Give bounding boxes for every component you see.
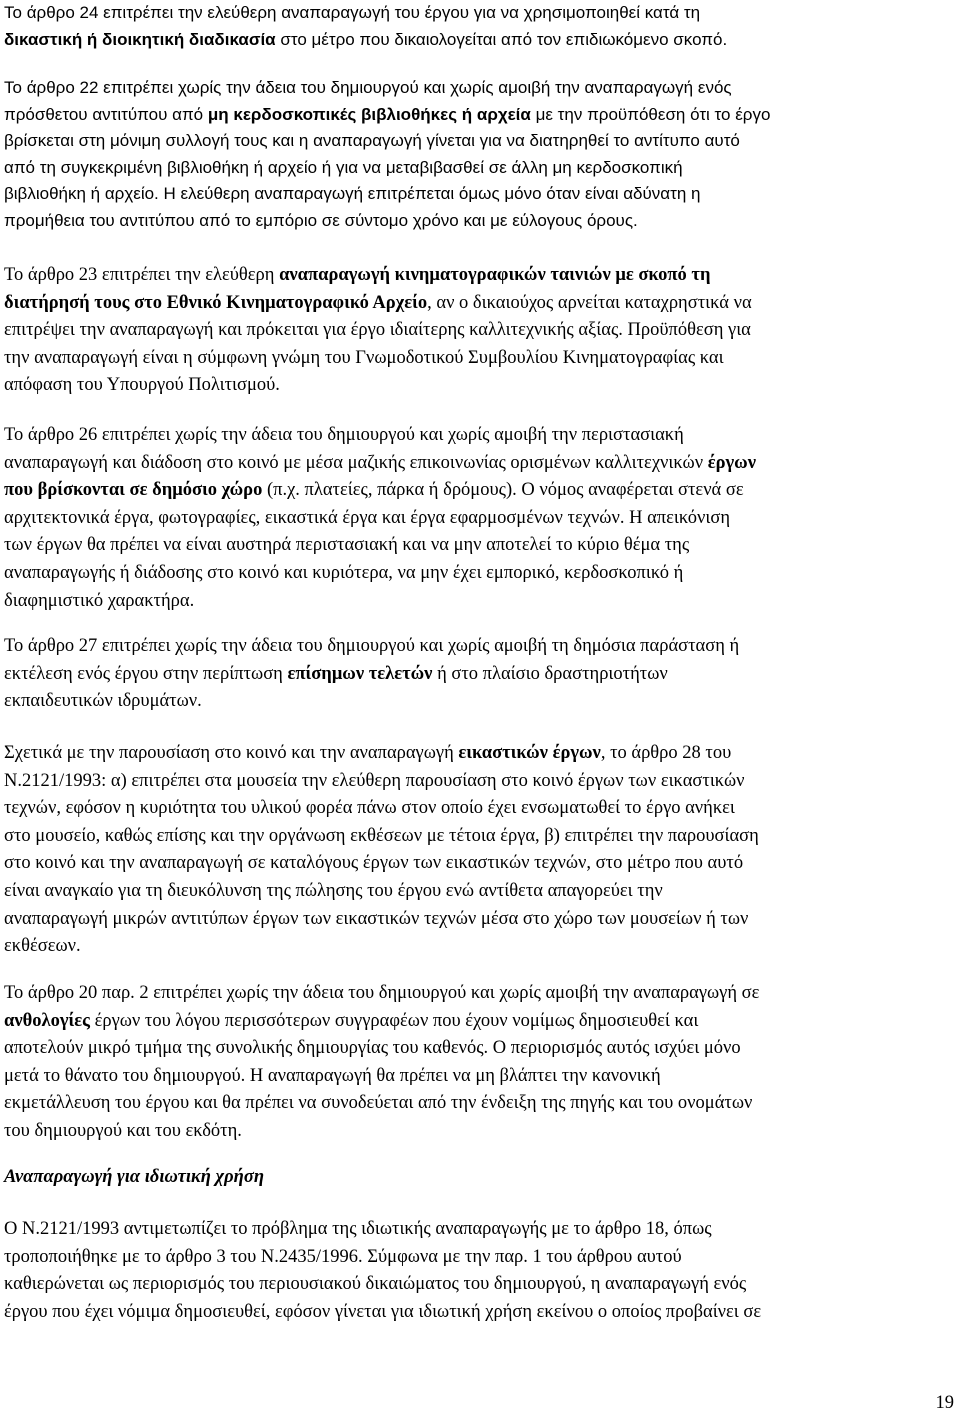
- text-line: [4, 588, 954, 616]
- text-run: (π.χ. πλατείες, πάρκα ή δρόμους). Ο νόμος αναφέρεται στενά σε: [262, 480, 744, 501]
- text-run: Το άρθρο 26 επιτρέπει χωρίς την άδεια του δημιουργού και χωρίς αμοιβή την περιστασιακή: [4, 425, 684, 445]
- text-line: [4, 1271, 954, 1299]
- text-run: Το άρθρο 24 επιτρέπει την ελεύθερη αναπαραγωγή του έργου για να χρησιμοποιηθεί κατά τη: [4, 3, 701, 22]
- text-line: [4, 477, 954, 505]
- text-line: [4, 532, 954, 560]
- text-line: [4, 560, 954, 588]
- text-run: στο μουσείο, καθώς επίσης και την οργάνωση εκθέσεων με τέτοια έργα, β) επιτρέπει την παρουσίαση: [4, 825, 759, 846]
- text-line: [4, 1216, 954, 1244]
- text-run: προμήθεια του αντιτύπου από το εμπόριο σε σύντομο χρόνο και με εύλογους όρους.: [4, 210, 638, 230]
- text-run: από τη συγκεκριμένη βιβλιοθήκη ή αρχείο ή για να μεταβιβασθεί σε άλλη μη κερδοσκοπική: [4, 157, 683, 177]
- text-line: [4, 1118, 954, 1146]
- text-line: [4, 795, 954, 823]
- text-run: αρχιτεκτονικά έργα, φωτογραφίες, εικαστικά έργα και έργα εφαρμοσμένων τεχνών. Η απεικόνιση: [4, 507, 731, 528]
- text-line: [4, 980, 954, 1008]
- bold-text-run: ανθολογίες: [4, 1010, 90, 1031]
- text-run: καθιερώνεται ως περιορισμός του περιουσιακού δικαιώματος του δημιουργού, η αναπαραγωγή ενός: [4, 1274, 747, 1295]
- paragraph-article-23: [4, 262, 954, 400]
- text-line: [4, 345, 954, 373]
- text-line: [4, 661, 954, 689]
- bold-text-run: εικαστικών έργων: [458, 743, 601, 763]
- text-line: [4, 823, 954, 851]
- text-run: είναι αναγκαίο για τη διευκόλυνση της πώλησης του έργου ενώ αντίθετα απαγορεύει την: [4, 880, 663, 901]
- text-line: [4, 768, 954, 796]
- text-line: [4, 1244, 954, 1272]
- text-run: αναπαραγωγή μικρών αντιτύπων έργων των εικαστικών τεχνών μέσα στο χώρο των μουσείων ή των: [4, 908, 749, 929]
- text-line: [4, 290, 954, 318]
- text-run: απόφαση του Υπουργού Πολιτισμού.: [4, 375, 280, 396]
- paragraph-article-20: [4, 980, 954, 1146]
- text-run: Το άρθρο 20 παρ. 2 επιτρέπει χωρίς την άδεια του δημιουργού και χωρίς αμοιβή την αναπαραγωγή σε: [4, 983, 760, 1003]
- text-run: , αν ο δικαιούχος αρνείται καταχρηστικά να: [427, 292, 752, 313]
- text-line: [4, 75, 954, 102]
- text-run: ή στο πλαίσιο δραστηριοτήτων: [432, 663, 668, 684]
- text-run: βρίσκεται στη μόνιμη συλλογή τους και η αναπαραγωγή γίνεται για να διατηρηθεί το αντίτυπο αυτό: [4, 131, 740, 151]
- text-line: [4, 102, 954, 129]
- text-line: [4, 1063, 954, 1091]
- text-line: [4, 1090, 954, 1118]
- text-line: [4, 906, 954, 934]
- bold-text-run: αναπαραγωγή κινηματογραφικών ταινιών με σκοπό τη: [279, 265, 711, 285]
- bold-text-run: διατήρησή τους στο Εθνικό Κινηματογραφικό Αρχείο: [4, 292, 428, 313]
- text-run: των έργων θα πρέπει να είναι αυστηρά περιστασιακή και να μην αποτελεί το κύριο θέμα της: [4, 535, 690, 556]
- text-run: εκθέσεων.: [4, 936, 81, 957]
- bold-text-run: μη κερδοσκοπικές βιβλιοθήκες ή αρχεία: [207, 104, 531, 124]
- paragraph-article-28: [4, 740, 954, 961]
- text-run: τεχνών, εφόσον η κυριότητα του υλικού φορέα πάνω στον οποίο έχει ενσωματωθεί το έργο ανήκει: [4, 798, 735, 819]
- text-run: την αναπαραγωγή είναι η σύμφωνη γνώμη του Γνωμοδοτικού Συμβουλίου Κινηματογραφίας και: [4, 347, 724, 368]
- text-line: [4, 933, 954, 961]
- text-line: [4, 1008, 954, 1036]
- text-run: εκμετάλλευση του έργου και θα πρέπει να συνοδεύεται από την ένδειξη της πηγής και του ονομάτων: [4, 1093, 753, 1114]
- text-line: [4, 372, 954, 400]
- text-line: [4, 422, 954, 450]
- text-line: [4, 128, 954, 155]
- page-number: 19: [935, 1393, 954, 1413]
- text-run: διαφημιστικό χαρακτήρα.: [4, 590, 195, 611]
- text-run: επιτρέψει την αναπαραγωγή και πρόκειται για έργο ιδιαίτερης καλλιτεχνικής αξίας. Προϋπόθεση για: [4, 320, 751, 341]
- text-run: στο μέτρο που δικαιολογείται από τον επιδιωκόμενο σκοπό.: [275, 29, 728, 49]
- text-run: Ν.2121/1993: α) επιτρέπει στα μουσεία την ελεύθερη παρουσίαση στο κοινό έργων των εικαστικών: [4, 770, 745, 791]
- text-line: [4, 1035, 954, 1063]
- text-line: [4, 850, 954, 878]
- text-run: στο κοινό και την αναπαραγωγή σε καταλόγους έργων των εικαστικών τεχνών, στο μέτρο που αυτό: [4, 853, 744, 874]
- bold-text-run: έργων: [707, 452, 756, 473]
- text-run: Το άρθρο 27 επιτρέπει χωρίς την άδεια του δημιουργού και χωρίς αμοιβή τη δημόσια παράσταση ή: [4, 636, 740, 656]
- text-run: Ο Ν.2121/1993 αντιμετωπίζει το πρόβλημα της ιδιωτικής αναπαραγωγής με το άρθρο 18, όπως: [4, 1219, 712, 1239]
- text-run: βιβλιοθήκη ή αρχείο. Η ελεύθερη αναπαραγωγή επιτρέπεται όμως μόνο όταν είναι αδύνατη η: [4, 184, 701, 204]
- text-line: [4, 878, 954, 906]
- text-line: [4, 740, 954, 768]
- text-line: [4, 181, 954, 208]
- bold-text-run: επίσημων τελετών: [287, 663, 433, 684]
- text-run: με την προϋπόθεση ότι το έργο: [530, 104, 771, 124]
- text-line: [4, 505, 954, 533]
- text-run: αναπαραγωγής ή διάδοσης στο κοινό και κυριότερα, να μην έχει εμπορικό, κερδοσκοπικό ή: [4, 562, 684, 583]
- text-line: [4, 262, 954, 290]
- text-run: Σχετικά με την παρουσίαση στο κοινό και την αναπαραγωγή: [4, 743, 459, 763]
- paragraph-article-22: [4, 75, 954, 235]
- text-run: αναπαραγωγή και διάδοση στο κοινό με μέσα μαζικής επικοινωνίας ορισμένων καλλιτεχνικών: [4, 452, 708, 473]
- text-run: Το άρθρο 22 επιτρέπει χωρίς την άδεια του δημιουργού και χωρίς αμοιβή την αναπαραγωγή ενός: [4, 78, 732, 97]
- text-line: [4, 450, 954, 478]
- text-run: του δημιουργού και του εκδότη.: [4, 1120, 242, 1141]
- text-run: έργου που έχει νόμιμα δημοσιευθεί, εφόσον γίνεται για ιδιωτική χρήση εκείνου ο οποίος προβαίνει σε: [4, 1301, 762, 1322]
- text-line: [4, 1299, 954, 1327]
- text-line: [4, 208, 954, 235]
- text-line: [4, 27, 954, 54]
- text-run: πρόσθετου αντιτύπου από: [4, 104, 208, 124]
- text-run: εκτέλεση ενός έργου στην περίπτωση: [4, 663, 288, 684]
- text-line: [4, 155, 954, 182]
- text-run: Το άρθρο 23 επιτρέπει την ελεύθερη: [4, 265, 280, 285]
- text-line: [4, 688, 954, 716]
- section-heading: Αναπαραγωγή για ιδιωτική χρήση: [4, 1167, 264, 1187]
- text-run: έργων του λόγου περισσότερων συγγραφέων που έχουν νομίμως δημοσιευθεί και: [89, 1010, 699, 1031]
- paragraph-article-27: [4, 633, 954, 716]
- text-run: , το άρθρο 28 του: [600, 743, 732, 763]
- text-run: μετά το θάνατο του δημιουργού. Η αναπαραγωγή θα πρέπει να μη βλάπτει την κανονική: [4, 1065, 661, 1086]
- bold-text-run: που βρίσκονται σε δημόσιο χώρο: [4, 480, 263, 501]
- paragraph-article-24: [4, 0, 954, 53]
- text-line: [4, 633, 954, 661]
- bold-text-run: δικαστική ή διοικητική διαδικασία: [4, 29, 276, 49]
- text-line: [4, 0, 954, 27]
- paragraph-private-use: [4, 1216, 954, 1326]
- text-run: εκπαιδευτικών ιδρυμάτων.: [4, 691, 202, 712]
- text-run: αποτελούν μικρό τμήμα της συνολικής δημιουργίας του καθενός. Ο περιορισμός αυτός ισχύει μόνο: [4, 1038, 741, 1059]
- text-line: [4, 317, 954, 345]
- paragraph-article-26: [4, 422, 954, 615]
- text-run: τροποποιήθηκε με το άρθρο 3 του Ν.2435/1996. Σύμφωνα με την παρ. 1 του άρθρου αυτού: [4, 1246, 682, 1267]
